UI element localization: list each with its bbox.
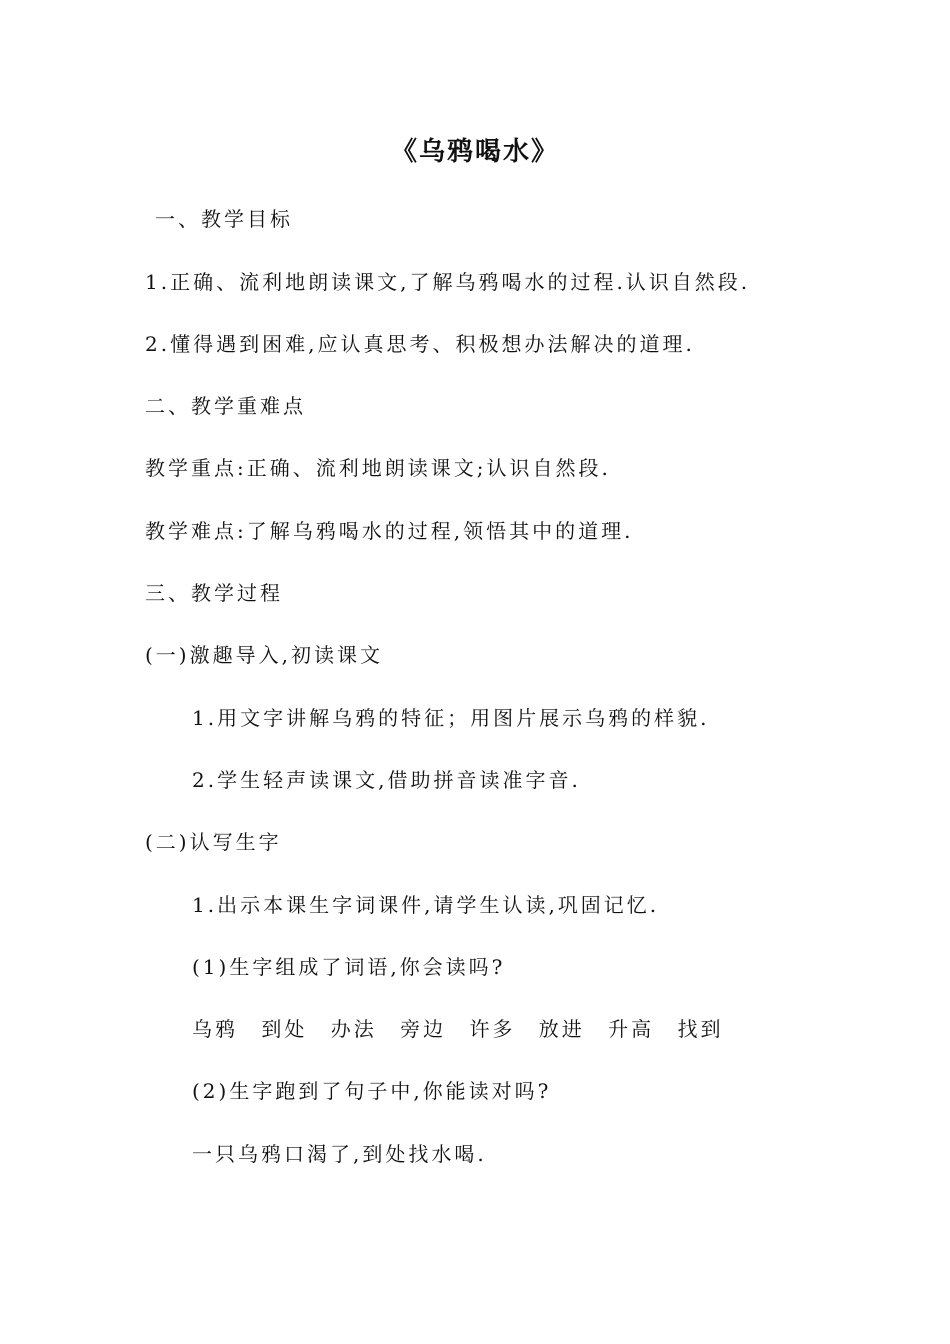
example-sentence: 一只乌鸦口渴了,到处找水喝. [192,1142,487,1166]
difficult-point: 教学难点:了解乌鸦喝水的过程,领悟其中的道理. [145,519,634,543]
vocabulary-word: 办法 [330,1017,377,1041]
vocabulary-list [192,1014,738,1044]
vocabulary-word: 升高 [608,1017,655,1041]
characters-question-2: (2)生字跑到了句子中,你能读对吗? [192,1079,552,1103]
document-title: 《乌鸦喝水》 [390,137,559,167]
characters-step-1: 1.出示本课生字词课件,请学生认读,巩固记忆. [192,893,660,917]
vocabulary-word: 找到 [677,1017,724,1041]
section-heading-process: 三、教学过程 [145,581,283,605]
vocabulary-word: 旁边 [400,1017,447,1041]
characters-question-1: (1)生字组成了词语,你会读吗? [192,955,506,979]
vocabulary-word: 许多 [469,1017,516,1041]
objective-2: 2.懂得遇到困难,应认真思考、积极想办法解决的道理. [145,332,695,356]
vocabulary-word: 到处 [261,1017,308,1041]
section-heading-key-points: 二、教学重难点 [145,394,306,418]
key-point: 教学重点:正确、流利地朗读课文;认识自然段. [145,456,611,480]
vocabulary-word: 乌鸦 [192,1017,238,1041]
intro-step-2: 2.学生轻声读课文,借助拼音读准字音. [192,768,581,792]
intro-step-1: 1.用文字讲解乌鸦的特征；用图片展示乌鸦的样貌. [192,706,710,730]
subsection-heading-characters: (二)认写生字 [145,830,282,854]
objective-1: 1.正确、流利地朗读课文,了解乌鸦喝水的过程.认识自然段. [145,270,751,294]
section-heading-objectives: 一、教学目标 [155,207,293,231]
subsection-heading-intro: (一)激趣导入,初读课文 [145,643,383,667]
vocabulary-word: 放进 [538,1017,585,1041]
